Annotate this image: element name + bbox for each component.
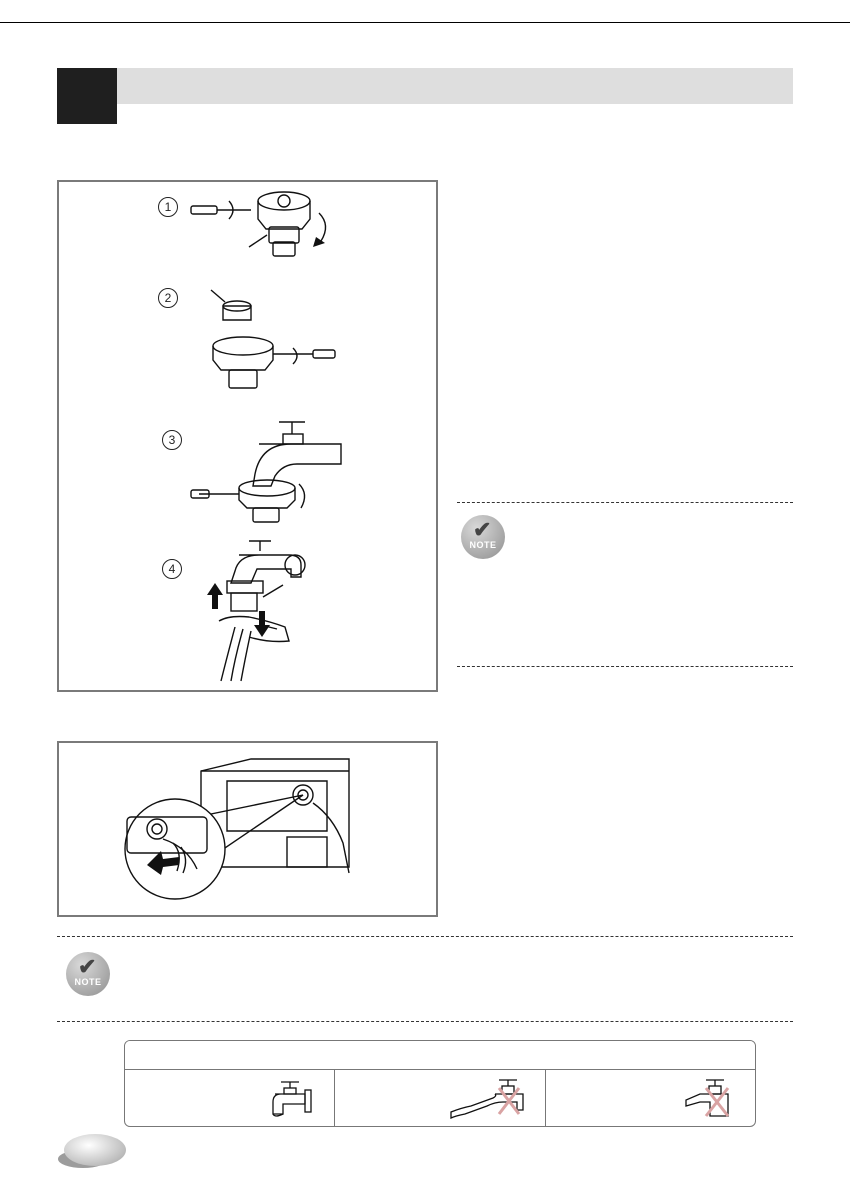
step-1-illustration [189, 187, 369, 265]
note-2-check-icon: ✔ [78, 954, 97, 979]
step-2-number: 2 [158, 288, 178, 308]
section-header-block [57, 68, 117, 124]
note-1-badge [461, 515, 505, 559]
note-1-check-icon: ✔ [473, 517, 492, 542]
note-2-top-rule [57, 936, 793, 937]
note-1-bottom-rule [457, 666, 793, 667]
tap-type-cell-2 [335, 1070, 545, 1127]
machine-connection-illustration [117, 751, 357, 913]
note-2-bottom-rule [57, 1021, 793, 1022]
step-1-number: 1 [158, 197, 178, 217]
tap-type-cell-3 [546, 1070, 755, 1127]
note-1-label: NOTE [469, 540, 497, 550]
tap-types-row [125, 1070, 755, 1127]
step-4-number: 4 [162, 559, 182, 579]
step-4-illustration [199, 537, 319, 687]
note-2-label: NOTE [74, 977, 102, 987]
tap-types-table-header [125, 1041, 755, 1070]
note-1-top-rule [457, 502, 793, 503]
connection-steps-panel [57, 180, 438, 692]
page-top-rule [0, 0, 850, 23]
tap-suitable-icon [265, 1078, 315, 1120]
page-number-oval [64, 1134, 126, 1166]
step-2-illustration [199, 284, 339, 404]
section-header-bar [117, 68, 793, 104]
machine-connection-panel [57, 741, 438, 917]
tap-types-table [124, 1040, 756, 1127]
step-3-illustration [189, 414, 349, 524]
tap-type-cell-1 [125, 1070, 335, 1127]
note-2-badge [66, 952, 110, 996]
tap-short-spout-not-suitable-icon [676, 1076, 740, 1122]
step-3-number: 3 [162, 430, 182, 450]
tap-long-spout-not-suitable-icon [445, 1076, 541, 1122]
